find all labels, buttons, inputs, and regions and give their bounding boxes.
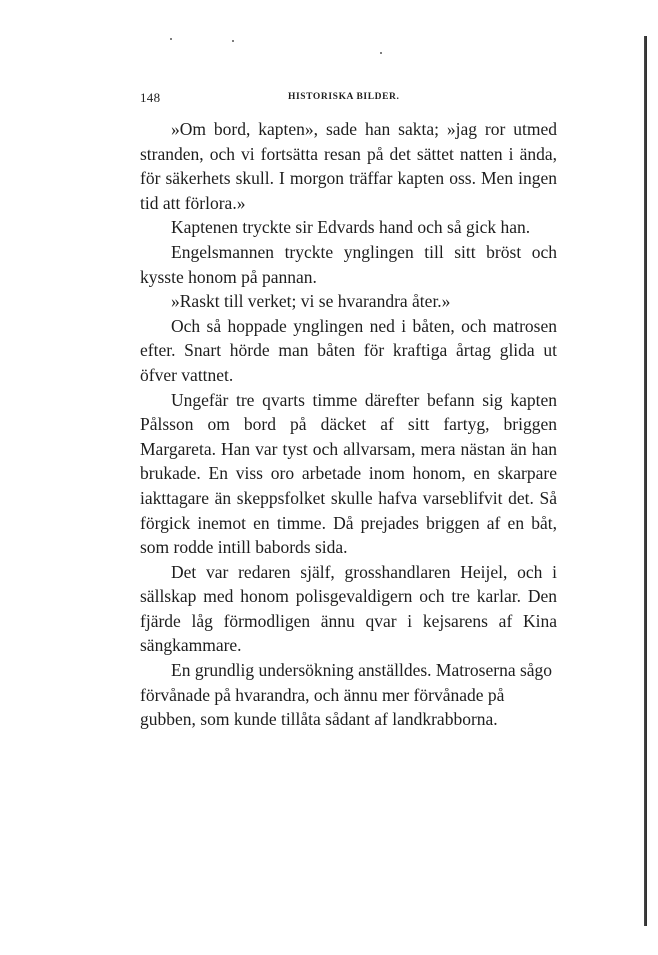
page-binding-edge xyxy=(644,36,647,926)
paragraph: Engelsmannen tryckte ynglingen till sitt bröst och kysste honom på pannan. xyxy=(140,241,557,287)
page-number: 148 xyxy=(140,90,161,105)
page-header xyxy=(140,90,557,108)
paragraph: Ungefär tre qvarts timme därefter befann sig kapten Pålsson om bord på däcket af sitt fartyg, briggen Margareta. Han var tyst och allvarsam, mera nästan än han brukade. En viss oro arbetade inom honom, en skarpare iakttagare än skeppsfolket skulle hafva varseblifvit det. Så förgick inemot en timme. Då prejades briggen af en båt, som rodde intill babords sida. xyxy=(140,389,557,558)
scan-speck xyxy=(380,52,382,54)
paragraph: Kaptenen tryckte sir Edvards hand och så gick han. xyxy=(171,217,531,238)
paragraph: Det var redaren själf, grosshandlaren Heijel, och i sällskap med honom polisgevaldigern och tre karlar. Den fjärde låg förmodligen ännu qvar i kejsarens af Kina sängkammare. xyxy=(140,561,557,656)
paragraph: En grundlig undersökning anställdes. Matroserna sågo förvånade på hvarandra, och ännu mer förvånade på gubben, som kunde tillåta sådant af landkrabborna. xyxy=(140,660,553,730)
paragraph: Och så hoppade ynglingen ned i båten, och matrosen efter. Snart hörde man båten för kraftiga årtag glida ut öfver vattnet. xyxy=(140,315,557,385)
running-head: HISTORISKA BILDER. xyxy=(288,92,400,102)
scan-speck xyxy=(232,40,234,42)
body-text xyxy=(140,117,557,732)
scan-speck xyxy=(170,38,172,40)
paragraph: »Om bord, kapten», sade han sakta; »jag ror utmed stranden, och vi fortsätta resan på det sättet natten i ända, för säkerhets skull. I morgon träffar kapten oss. Men ingen tid att förlora.» xyxy=(140,119,557,213)
paragraph: »Raskt till verket; vi se hvarandra åter.» xyxy=(171,291,451,312)
